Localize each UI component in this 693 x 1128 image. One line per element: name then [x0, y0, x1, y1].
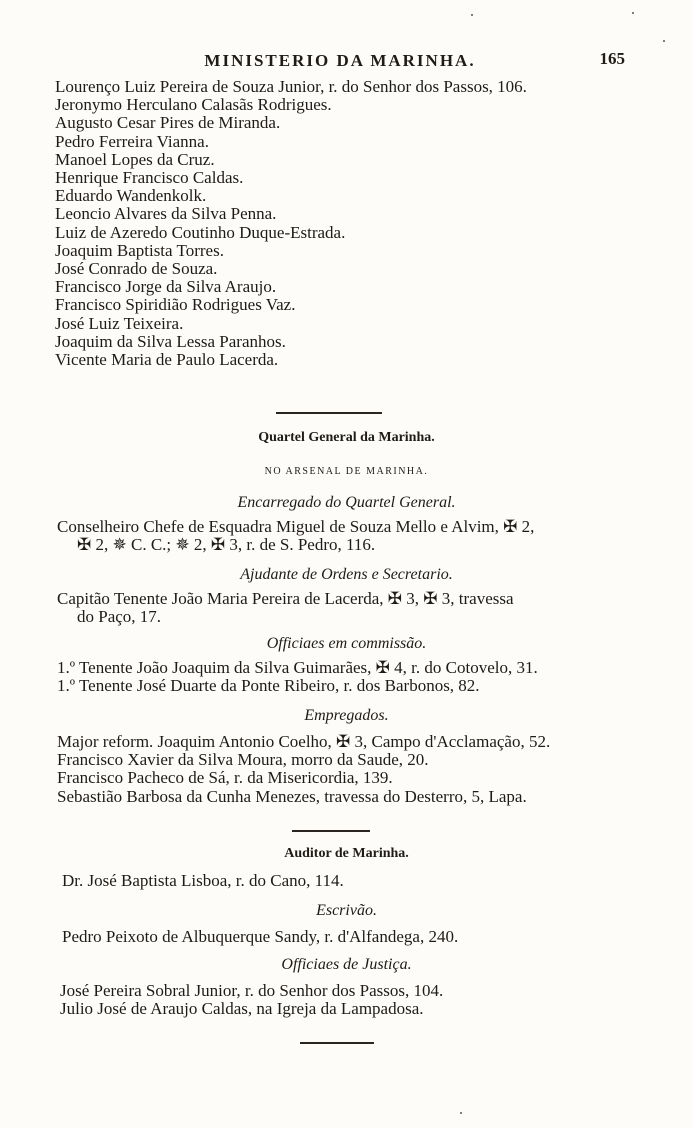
- list-item: Francisco Spiridião Rodrigues Vaz.: [55, 295, 296, 315]
- entry-line: Capitão Tenente João Maria Pereira de Lacerda, ✠ 3, ✠ 3, travessa: [57, 589, 514, 608]
- name-list: [55, 78, 527, 369]
- list-item: Eduardo Wandenkolk.: [55, 186, 207, 206]
- page-header: [55, 47, 625, 77]
- heading-officiaes: Officiaes em commissão.: [266, 635, 427, 652]
- list-item: Francisco Jorge da Silva Araujo.: [55, 277, 277, 297]
- heading-encarregado: Encarregado do Quartel General.: [237, 494, 456, 511]
- section-title-quartel: Quartel General da Marinha.: [258, 430, 435, 445]
- paper-speck: [663, 40, 665, 42]
- list-item: Leoncio Alvares da Silva Penna.: [55, 204, 277, 224]
- section-divider: [292, 830, 370, 832]
- heading-escrivao: Escrivão.: [316, 902, 377, 919]
- paper-speck: [632, 12, 634, 14]
- list-item: 1.º Tenente José Duarte da Ponte Ribeiro, r. dos Barbonos, 82.: [57, 676, 480, 696]
- list-item: Julio José de Araujo Caldas, na Igreja da Lampadosa.: [60, 999, 424, 1019]
- entry-justica: [60, 982, 640, 1018]
- entry-ajudante: [57, 590, 637, 626]
- entry-auditor: [62, 872, 642, 890]
- heading-justica: Officiaes de Justiça.: [281, 956, 412, 973]
- entry-encarregado: [57, 518, 637, 554]
- paper-speck: [460, 1112, 462, 1114]
- entry-line: Conselheiro Chefe de Esquadra Miguel de Souza Mello e Alvim, ✠ 2,: [57, 517, 535, 536]
- list-item: José Conrado de Souza.: [55, 259, 218, 279]
- section-divider: [276, 412, 382, 414]
- section-divider: [300, 1042, 374, 1044]
- list-item: Henrique Francisco Caldas.: [55, 168, 244, 188]
- entry-line: do Paço, 17.: [77, 607, 162, 627]
- entry-escrivao: [62, 928, 642, 946]
- entry-line: Dr. José Baptista Lisboa, r. do Cano, 114.: [62, 871, 344, 890]
- section-title-auditor: Auditor de Marinha.: [284, 846, 409, 861]
- section-subtitle: NO ARSENAL DE MARINHA.: [264, 466, 429, 477]
- list-item: Francisco Xavier da Silva Moura, morro da Saude, 20.: [57, 750, 429, 770]
- heading-ajudante: Ajudante de Ordens e Secretario.: [240, 566, 453, 583]
- list-item: Lourenço Luiz Pereira de Souza Junior, r. do Senhor dos Passos, 106.: [55, 77, 527, 96]
- list-item: Augusto Cesar Pires de Miranda.: [55, 113, 281, 133]
- heading-empregados: Empregados.: [304, 707, 389, 724]
- list-item: Joaquim da Silva Lessa Paranhos.: [55, 331, 286, 351]
- list-item: Major reform. Joaquim Antonio Coelho, ✠ 3, Campo d'Acclamação, 52.: [57, 732, 551, 751]
- list-item: Pedro Ferreira Vianna.: [55, 131, 209, 151]
- list-item: Joaquim Baptista Torres.: [55, 240, 224, 260]
- list-item: Sebastião Barbosa da Cunha Menezes, travessa do Desterro, 5, Lapa.: [57, 786, 527, 806]
- entry-empregados: [57, 733, 637, 806]
- list-item: Manoel Lopes da Cruz.: [55, 149, 215, 169]
- list-item: Vicente Maria de Paulo Lacerda.: [55, 350, 279, 370]
- list-item: José Pereira Sobral Junior, r. do Senhor dos Passos, 104.: [60, 981, 444, 1000]
- list-item: Jeronymo Herculano Calasãs Rodrigues.: [55, 95, 332, 115]
- list-item: Luiz de Azeredo Coutinho Duque-Estrada.: [55, 222, 346, 242]
- list-item: Francisco Pacheco de Sá, r. da Misericordia, 139.: [57, 768, 393, 788]
- running-title: MINISTERIO DA MARINHA.: [204, 51, 476, 70]
- entry-line: ✠ 2, ✵ C. C.; ✵ 2, ✠ 3, r. de S. Pedro, 116.: [77, 535, 376, 555]
- list-item: José Luiz Teixeira.: [55, 313, 184, 333]
- entry-line: Pedro Peixoto de Albuquerque Sandy, r. d'Alfandega, 240.: [62, 927, 459, 946]
- list-item: 1.º Tenente João Joaquim da Silva Guimarães, ✠ 4, r. do Cotovelo, 31.: [57, 658, 538, 677]
- page-number: 165: [599, 49, 625, 68]
- entry-officiaes: [57, 659, 637, 695]
- paper-speck: [471, 14, 473, 16]
